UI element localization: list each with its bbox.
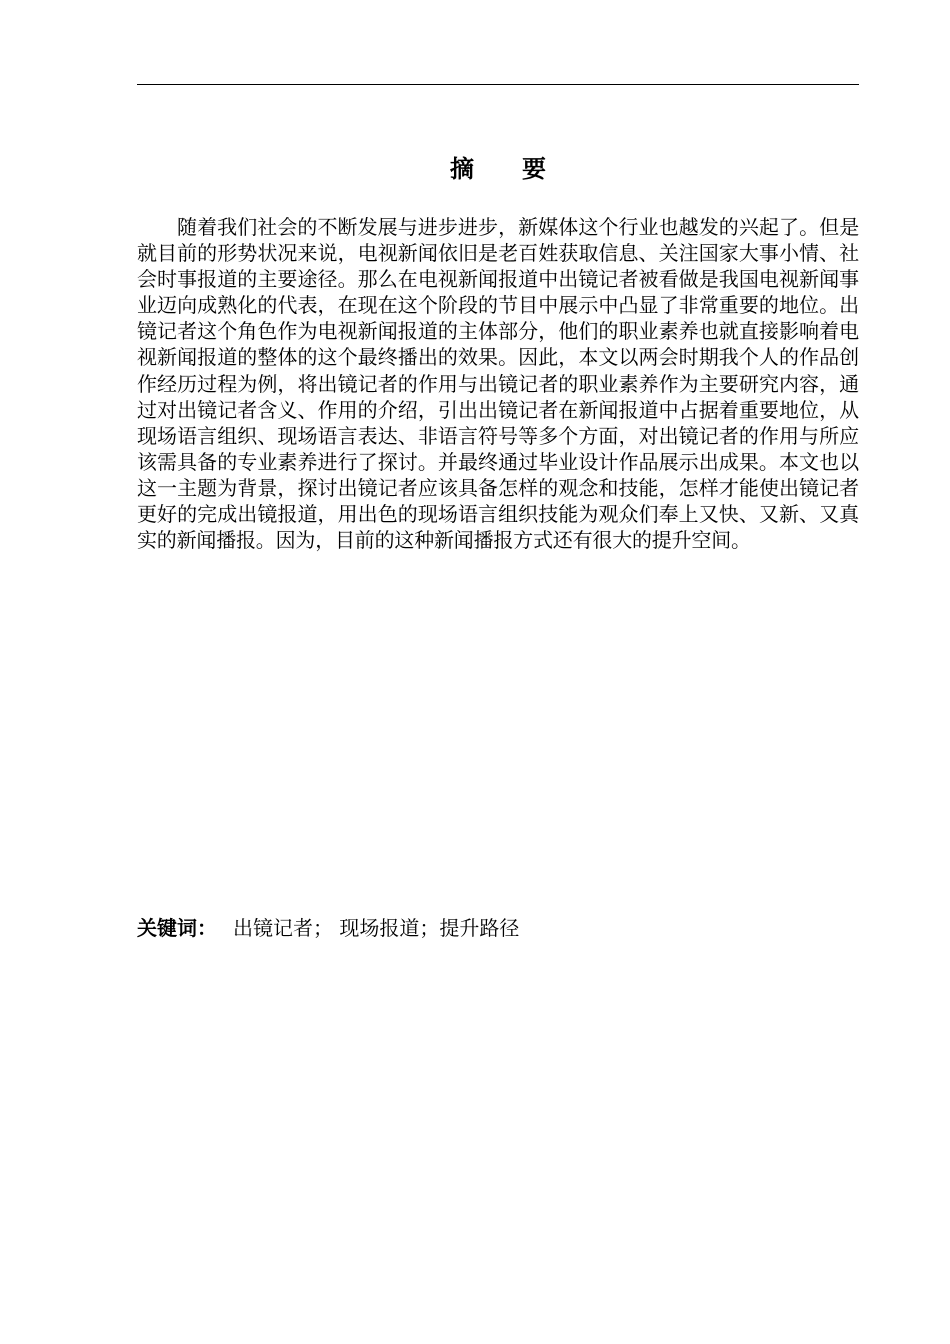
keywords-label: 关键词： [137, 916, 217, 940]
title-char-1: 摘 [450, 155, 474, 183]
page-title [137, 152, 859, 186]
abstract-body: 随着我们社会的不断发展与进步进步，新媒体这个行业也越发的兴起了。但是就目前的形势状况来说，电视新闻依旧是老百姓获取信息、关注国家大事小情、社会时事报道的主要途径。那么在电视新闻报道中出镜记者被看做是我国电视新闻事业迈向成熟化的代表，在现在这个阶段的节目中展示中凸显了非常重要的地位。出镜记者这个角色作为电视新闻报道的主体部分，他们的职业素养也就直接影响着电视新闻报道的整体的这个最终播出的效果。因此，本文以两会时期我个人的作品创作经历过程为例，将出镜记者的作用与出镜记者的职业素养作为主要研究内容，通过对出镜记者含义、作用的介绍，引出出镜记者在新闻报道中占据着重要地位，从现场语言组织、现场语言表达、非语言符号等多个方面，对出镜记者的作用与所应该需具备的专业素养进行了探讨。并最终通过毕业设计作品展示出成果。本文也以这一主题为背景，探讨出镜记者应该具备怎样的观念和技能，怎样才能使出镜记者更好的完成出镜报道，用出色的现场语言组织技能为观众们奉上又快、又新、又真实的新闻播报。因为，目前的这种新闻播报方式还有很大的提升空间。 [137, 215, 859, 553]
keywords-line [137, 914, 859, 942]
keywords-values: 出镜记者； 现场报道；提升路径 [233, 916, 520, 940]
header-rule [137, 84, 859, 85]
title-char-2: 要 [522, 155, 546, 183]
